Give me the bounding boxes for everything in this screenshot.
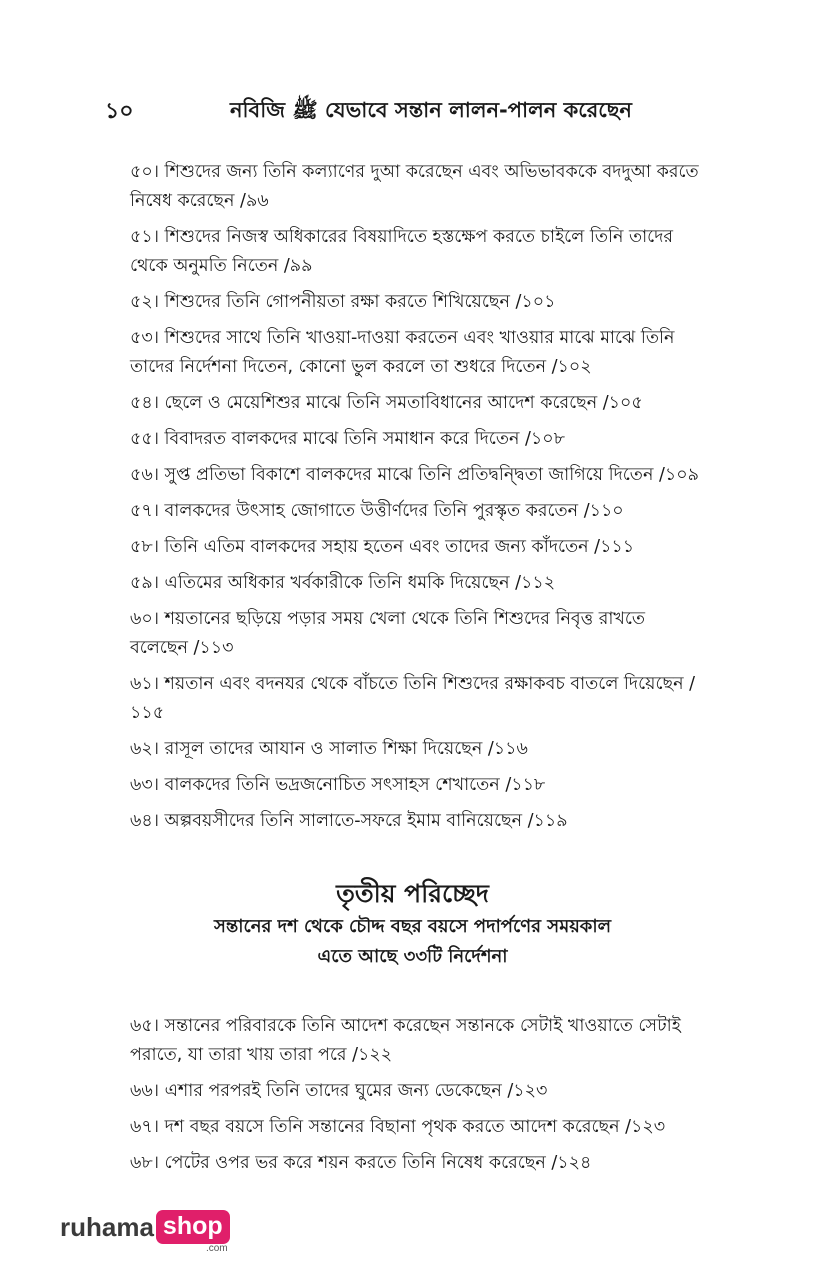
chapter-title: তৃতীয় পরিচ্ছেদ — [336, 879, 489, 908]
logo-badge — [156, 1210, 230, 1254]
logo-badge-text: shop — [156, 1210, 230, 1244]
toc-entry: ৬৫। সন্তানের পরিবারকে তিনি আদেশ করেছেন সন্তানকে সেটাই খাওয়াতে সেটাই পরাতে, যা তারা খায় তারা পরে /১২২ — [130, 1016, 681, 1065]
toc-entry: ৫২। শিশুদের তিনি গোপনীয়তা রক্ষা করতে শিখিয়েছেন /১০১ — [130, 292, 556, 312]
chapter-note: এতে আছে ৩৩টি নির্দেশনা — [317, 946, 508, 967]
toc-list-bottom — [130, 1012, 700, 1185]
logo-wordmark: ruhama — [60, 1212, 154, 1242]
toc-entry: ৫৮। তিনি এতিম বালকদের সহায় হতেন এবং তাদের জন্য কাঁদতেন /১১১ — [130, 537, 635, 557]
toc-entry: ৫৯। এতিমের অধিকার খর্বকারীকে তিনি ধমকি দিয়েছেন /১১২ — [130, 573, 556, 593]
page-number: ১০ — [105, 99, 134, 124]
chapter-heading — [0, 876, 825, 972]
toc-entry: ৫৬। সুপ্ত প্রতিভা বিকাশে বালকদের মাঝে তিনি প্রতিদ্বন্দ্বিতা জাগিয়ে দিতেন /১০৯ — [130, 465, 699, 485]
logo-domain: .com — [205, 1243, 228, 1254]
toc-entry: ৫১। শিশুদের নিজস্ব অধিকারের বিষয়াদিতে হস্তক্ষেপ করতে চাইলে তিনি তাদের থেকে অনুমতি নিতেন /৯৯ — [130, 227, 674, 276]
toc-entry: ৫৩। শিশুদের সাথে তিনি খাওয়া-দাওয়া করতেন এবং খাওয়ার মাঝে মাঝে তিনি তাদের নির্দেশনা দিতেন, কোনো ভুল করলে তা শুধরে দিতেন /১০২ — [130, 328, 675, 377]
toc-entry: ৬৬। এশার পরপরই তিনি তাদের ঘুমের জন্য ডেকেছেন /১২৩ — [130, 1081, 548, 1101]
toc-entry: ৬৮। পেটের ওপর ভর করে শয়ন করতে তিনি নিষেধ করেছেন /১২৪ — [130, 1153, 592, 1173]
toc-list-top — [130, 158, 700, 843]
toc-entry: ৬২। রাসূল তাদের আযান ও সালাত শিক্ষা দিয়েছেন /১১৬ — [130, 739, 528, 759]
toc-entry: ৫৪। ছেলে ও মেয়েশিশুর মাঝে তিনি সমতাবিধানের আদেশ করেছেন /১০৫ — [130, 393, 643, 413]
toc-entry: ৬৩। বালকদের তিনি ভদ্রজনোচিত সৎসাহস শেখাতেন /১১৮ — [130, 775, 546, 795]
page-header — [105, 94, 632, 126]
toc-entry: ৬১। শয়তান এবং বদনযর থেকে বাঁচতে তিনি শিশুদের রক্ষাকবচ বাতলে দিয়েছেন /১১৫ — [130, 674, 696, 723]
toc-entry: ৫৭। বালকদের উৎসাহ জোগাতে উত্তীর্ণদের তিনি পুরস্কৃত করতেন /১১০ — [130, 501, 624, 521]
chapter-subtitle: সন্তানের দশ থেকে চৌদ্দ বছর বয়সে পদার্পণের সময়কাল — [213, 916, 612, 937]
toc-entry: ৫০। শিশুদের জন্য তিনি কল্যাণের দুআ করেছেন এবং অভিভাবককে বদদুআ করতে নিষেধ করেছেন /৯৬ — [130, 162, 699, 211]
running-title: নবিজি ﷺ যেভাবে সন্তান লালন-পালন করেছেন — [230, 98, 632, 122]
toc-entry: ৬০। শয়তানের ছড়িয়ে পড়ার সময় খেলা থেকে তিনি শিশুদের নিবৃত্ত রাখতে বলেছেন /১১৩ — [130, 609, 646, 658]
toc-entry: ৬৪। অল্পবয়সীদের তিনি সালাতে-সফরে ইমাম বানিয়েছেন /১১৯ — [130, 811, 568, 831]
toc-entry: ৬৭। দশ বছর বয়সে তিনি সন্তানের বিছানা পৃথক করতে আদেশ করেছেন /১২৩ — [130, 1117, 666, 1137]
toc-entry: ৫৫। বিবাদরত বালকদের মাঝে তিনি সমাধান করে দিতেন /১০৮ — [130, 429, 565, 449]
ruhamashop-logo — [60, 1210, 230, 1258]
